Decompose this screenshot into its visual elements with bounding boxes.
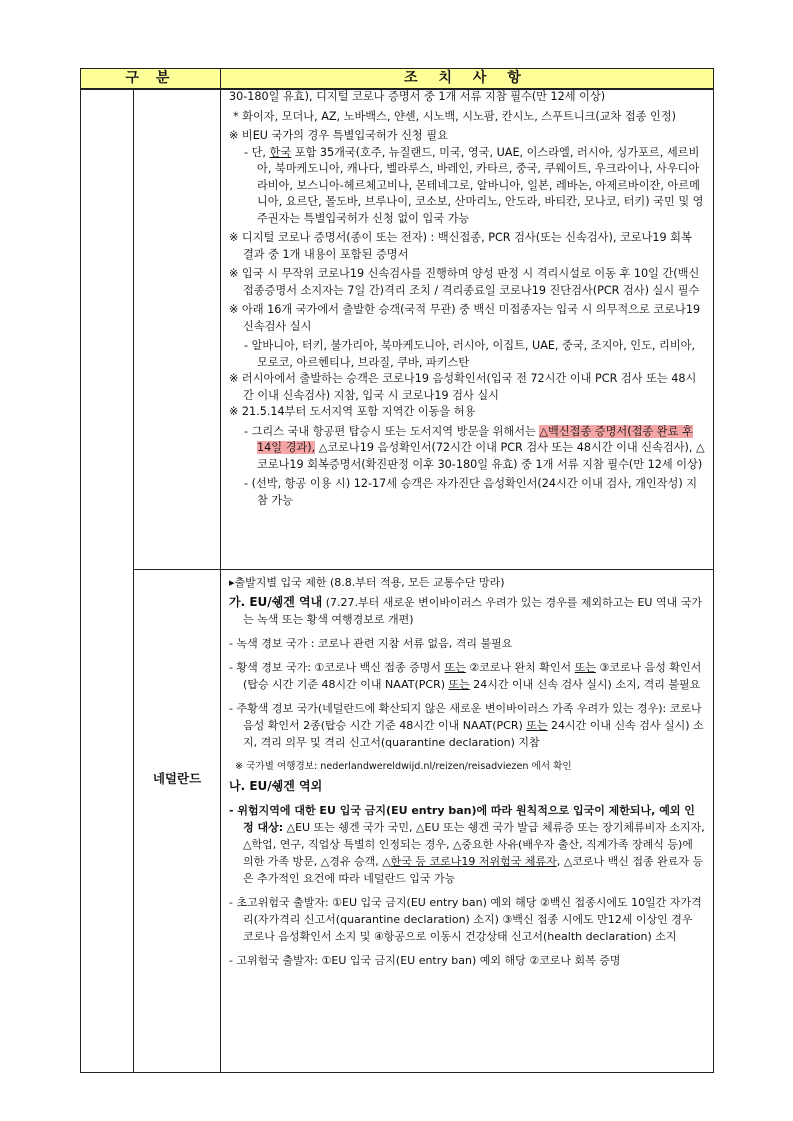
russia-note: ※ 러시아에서 출발하는 승객은 코로나19 음성확인서(입국 전 72시간 이내 PCR 검사 또는 48시간 이내 신속검사) 지참, 입국 시 코로나19 검사 실시 bbox=[229, 372, 697, 402]
island-travel-note: ※ 21.5.14부터 도서지역 포함 지역간 이동을 허용 bbox=[229, 405, 476, 418]
self-test-note: - (선박, 항공 이용 시) 12-17세 승객은 자가진단 음성확인서(24시간 이내 검사, 개인작성) 지참 가능 bbox=[244, 477, 698, 507]
random-test-note: ※ 입국 시 무작위 코로나19 신속검사를 진행하며 양성 판정 시 격리시설로 이동 후 10일 간(백신접종증명서 소지자는 7일 간)격리 조치 / 격리종료일 코로나19 진단검사(PCR 검사) 실시 필수 bbox=[229, 267, 700, 297]
sixteen-countries-note: ※ 아래 16개 국가에서 출발한 승객(국적 무관) 중 백신 미접종자는 입국 시 의무적으로 코로나19 신속검사 실시 bbox=[229, 303, 701, 333]
non-eu-section: 나. EU/쉥겐 역외 bbox=[229, 779, 323, 793]
column-divider-1 bbox=[133, 90, 134, 1072]
risk-area-note: - 위험지역에 대한 EU 입국 금지(EU entry ban)에 따라 원칙적으로 입국이 제한되나, 예외 인정 대상: △EU 또는 쉥겐 국가 국민, △EU 또는 쉥겐 국가 발급 체류증 또는 장기체류비자 소지자, △학업, 연구, 직업상 특별히 인정되는 경우, △중요한 사유(배우자 출산, 직계가족 장례식 등)에 의한 가족 방문, △경유 승객, △한국 등 코로나19 저위험국 체류자, △코로나 백신 접종 완료자 등은 추가적인 요건에 따라 네덜란드 입국 가능 bbox=[229, 804, 705, 885]
yellow-alert: - 황색 경보 국가: ①코로나 백신 접종 증명서 또는 ②코로나 완치 확인서 또는 ③코로나 음성 확인서(탑승 시간 기준 48시간 이내 NAAT(PCR) 또는 24시간 이내 신속 검사 실시) 소지, 격리 불필요 bbox=[229, 661, 702, 691]
measures-table bbox=[80, 68, 714, 1073]
alert-reference: ※ 국가별 여행경보: nederlandwereldwijd.nl/reizen/reisadviezen 에서 확인 bbox=[235, 761, 572, 772]
exempt-countries: - 단, 한국 포함 35개국(호주, 뉴질랜드, 미국, 영국, UAE, 이스라엘, 러시아, 싱가포르, 세르비아, 북마케도니아, 캐나다, 벨라루스, 바레인, 카타르, 중국, 쿠웨이트, 우크라이나, 사우디아라비아, 보스니아-헤르체고비나, 몬테네그로, 알바니아, 일본, 레바논, 아제르바이잔, 아르메니아, 요르단, 몰도바, 브루나이, 코소보, 산마리노, 안도라, 바티칸, 모나코, 터키) 국민 및 영주권자는 특별입국허가 신청 없이 입국 가능 bbox=[244, 145, 704, 225]
orange-alert: - 주황색 경보 국가(네덜란드에 확산되지 않은 새로운 변이바이러스 가족 우려가 있는 경우): 코로나 음성 확인서 2종(탑승 시간 기준 48시간 이내 NAAT(PCR) 또는 24시간 이내 신속 검사 실시) 소지, 격리 의무 및 격리 신고서(quarantine declaration) 지참 bbox=[229, 702, 704, 749]
vaccine-list: * 화이자, 모더나, AZ, 노바백스, 얀센, 시노백, 시노팜, 칸시노, 스푸트니크(교차 접종 인정) bbox=[233, 109, 677, 123]
eu-schengen-section: 가. EU/쉥겐 역내 (7.27.부터 새로운 변이바이러스 우려가 있는 경우를 제외하고는 EU 역내 국가는 녹색 또는 황색 여행경보로 개편) bbox=[229, 595, 702, 626]
entry-restriction-intro: ▸출발지별 입국 제한 (8.8.부터 적용, 모든 교통수단 망라) bbox=[229, 576, 505, 589]
digital-certificate-note: ※ 디지털 코로나 증명서(종이 또는 전자) : 백신접종, PCR 검사(또는 신속검사), 코로나19 회복 결과 중 1개 내용이 포함된 증명서 bbox=[229, 231, 692, 261]
green-alert: - 녹색 경보 국가 : 코로나 관련 지참 서류 없음, 격리 불필요 bbox=[229, 637, 513, 650]
highlighted-text: △백신접종 증명서(접종 완료 후 14일 경과), bbox=[257, 424, 693, 454]
table-header bbox=[81, 69, 713, 90]
domestic-flight-note: - 그리스 국내 항공편 탑승시 또는 도서지역 방문을 위해서는 △백신접종 증명서(접종 완료 후 14일 경과), △코로나19 음성확인서(72시간 이내 PCR 검사 또는 48시간 이내 신속검사), △코로나19 회복증명서(확진판정 이후 30-180일 유효) 중 1개 서류 지참 필수(만 12세 이상) bbox=[244, 424, 705, 471]
high-risk-note: - 고위험국 출발자: ①EU 입국 금지(EU entry ban) 예외 해당 ②코로나 회복 증명 bbox=[229, 954, 621, 967]
country-name-netherlands: 네덜란드 bbox=[152, 771, 202, 786]
special-permit-note: ※ 비EU 국가의 경우 특별입국허가 신청 필요 bbox=[229, 129, 448, 142]
sixteen-countries-list: - 알바니아, 터키, 불가리아, 북마케도니아, 러시아, 이집트, UAE, 중국, 조지아, 인도, 리비아, 모로코, 아르헨티나, 브라질, 쿠바, 파키스탄 bbox=[244, 339, 696, 369]
netherlands-measures bbox=[229, 574, 705, 969]
very-high-risk-note: - 초고위험국 출발자: ①EU 입국 금지(EU entry ban) 예외 해당 ②백신 접종시에도 10일간 자가격리(자가격리 신고서(quarantine declaration) 소지) ③백신 접종 시에도 만12세 이상인 경우 코로나 음성확인서 소지 및 ④항공으로 이동시 건강상태 신고서(health declaration) 소지 bbox=[229, 896, 702, 943]
header-category: 구 분 bbox=[81, 69, 221, 88]
column-divider-2 bbox=[220, 90, 221, 1072]
greece-measures bbox=[229, 89, 705, 509]
header-measures: 조 치 사 항 bbox=[404, 70, 529, 86]
row-divider bbox=[133, 569, 713, 570]
text-line: 30-180일 유효), 디지털 코로나 증명서 중 1개 서류 지참 필수(만 12세 이상) bbox=[229, 90, 606, 103]
